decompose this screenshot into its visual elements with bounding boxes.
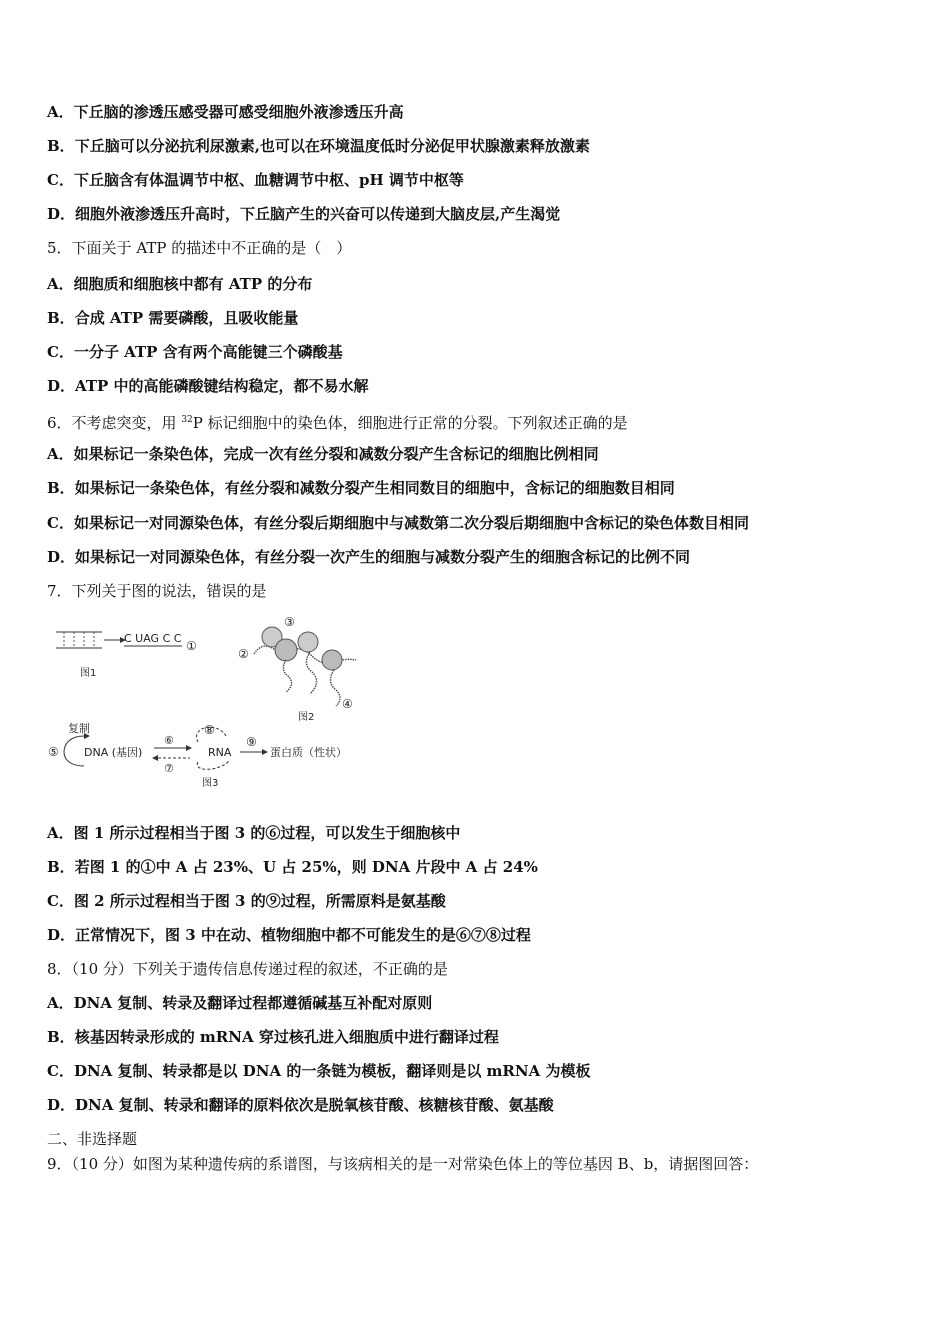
- fig1-mark: ①: [186, 639, 197, 653]
- q8-option-b: B．核基因转录形成的 mRNA 穿过核孔进入细胞质中进行翻译过程: [47, 1028, 499, 1046]
- q5-option-b: B．合成 ATP 需要磷酸，且吸收能量: [47, 309, 299, 327]
- q6-option-a: A．如果标记一条染色体，完成一次有丝分裂和减数分裂产生含标记的细胞比例相同: [47, 445, 599, 463]
- q6-option-d: D．如果标记一对同源染色体，有丝分裂一次产生的细胞与减数分裂产生的细胞含标记的比例不同: [47, 548, 691, 566]
- q7-option-d: D．正常情况下，图 3 中在动、植物细胞中都不可能发生的是⑥⑦⑧过程: [47, 926, 531, 944]
- q7-option-c: C．图 2 所示过程相当于图 3 的⑨过程，所需原料是氨基酸: [47, 892, 446, 910]
- figure-1: [56, 632, 197, 679]
- q4-option-d: D．细胞外液渗透压升高时，下丘脑产生的兴奋可以传递到大脑皮层,产生渴觉: [47, 205, 561, 223]
- fig3-mark-9: ⑨: [246, 735, 257, 749]
- fig2-mark-3: ③: [284, 615, 295, 629]
- q6-stem: 6．不考虑突变，用 $^{32}$P 标记细胞中的染色体，细胞进行正常的分裂。下列叙述正确的是: [47, 414, 628, 432]
- q5-option-c: C．一分子 ATP 含有两个高能键三个磷酸基: [47, 343, 343, 361]
- q6-option-b: B．如果标记一条染色体，有丝分裂和减数分裂产生相同数目的细胞中，含标记的细胞数目相同: [47, 479, 675, 497]
- figure-3: [48, 721, 347, 789]
- q8-stem: 8．（10 分）下列关于遗传信息传递过程的叙述，不正确的是: [47, 960, 448, 978]
- section-heading: 二、非选择题: [47, 1130, 138, 1148]
- fig1-sequence: C UAG C C: [124, 632, 182, 645]
- fig3-mark-7: ⑦: [164, 762, 174, 775]
- fig2-mark-4: ④: [342, 697, 353, 711]
- q7-option-a: A．图 1 所示过程相当于图 3 的⑥过程，可以发生于细胞核中: [47, 824, 461, 842]
- q7-option-b: B．若图 1 的①中 A 占 23%、U 占 25%，则 DNA 片段中 A 占 24%: [47, 858, 538, 876]
- fig3-mark-6: ⑥: [164, 734, 174, 747]
- q8-option-a: A．DNA 复制、转录及翻译过程都遵循碱基互补配对原则: [47, 994, 433, 1012]
- q8-option-d: D．DNA 复制、转录和翻译的原料依次是脱氧核苷酸、核糖核苷酸、氨基酸: [47, 1096, 554, 1114]
- fig2-label: 图2: [298, 712, 315, 723]
- fig3-label: 图3: [202, 778, 219, 789]
- q6-option-c: C．如果标记一对同源染色体，有丝分裂后期细胞中与减数第二次分裂后期细胞中含标记的染色体数目相同: [47, 514, 749, 532]
- figure-2: [238, 615, 356, 723]
- fig3-rna: RNA: [208, 746, 232, 759]
- fig3-dna: DNA (基因): [84, 746, 143, 759]
- fig2-mark-2: ②: [238, 647, 249, 661]
- fig3-protein: 蛋白质（性状）: [270, 746, 347, 759]
- q5-option-a: A．细胞质和细胞核中都有 ATP 的分布: [47, 275, 313, 293]
- fig1-label: 图1: [80, 668, 97, 679]
- fig3-mark-8: ⑧: [204, 723, 215, 737]
- q5-option-d: D．ATP 中的高能磷酸键结构稳定，都不易水解: [47, 377, 369, 395]
- fig3-replicate: 复制: [68, 722, 90, 735]
- q7-figure: [40, 612, 370, 792]
- q4-option-b: B．下丘脑可以分泌抗利尿激素,也可以在环境温度低时分泌促甲状腺激素释放激素: [47, 137, 590, 155]
- q8-option-c: C．DNA 复制、转录都是以 DNA 的一条链为模板，翻译则是以 mRNA 为模板: [47, 1062, 591, 1080]
- q4-option-a: A．下丘脑的渗透压感受器可感受细胞外液渗透压升高: [47, 103, 404, 121]
- q5-stem: 5．下面关于 ATP 的描述中不正确的是（ ）: [47, 239, 352, 257]
- q7-stem: 7．下列关于图的说法，错误的是: [47, 582, 267, 600]
- fig3-mark-5: ⑤: [48, 745, 59, 759]
- q4-option-c: C．下丘脑含有体温调节中枢、血糖调节中枢、pH 调节中枢等: [47, 171, 464, 189]
- q9-stem: 9．（10 分）如图为某种遗传病的系谱图，与该病相关的是一对常染色体上的等位基因 B、b，请据图回答：: [47, 1155, 759, 1173]
